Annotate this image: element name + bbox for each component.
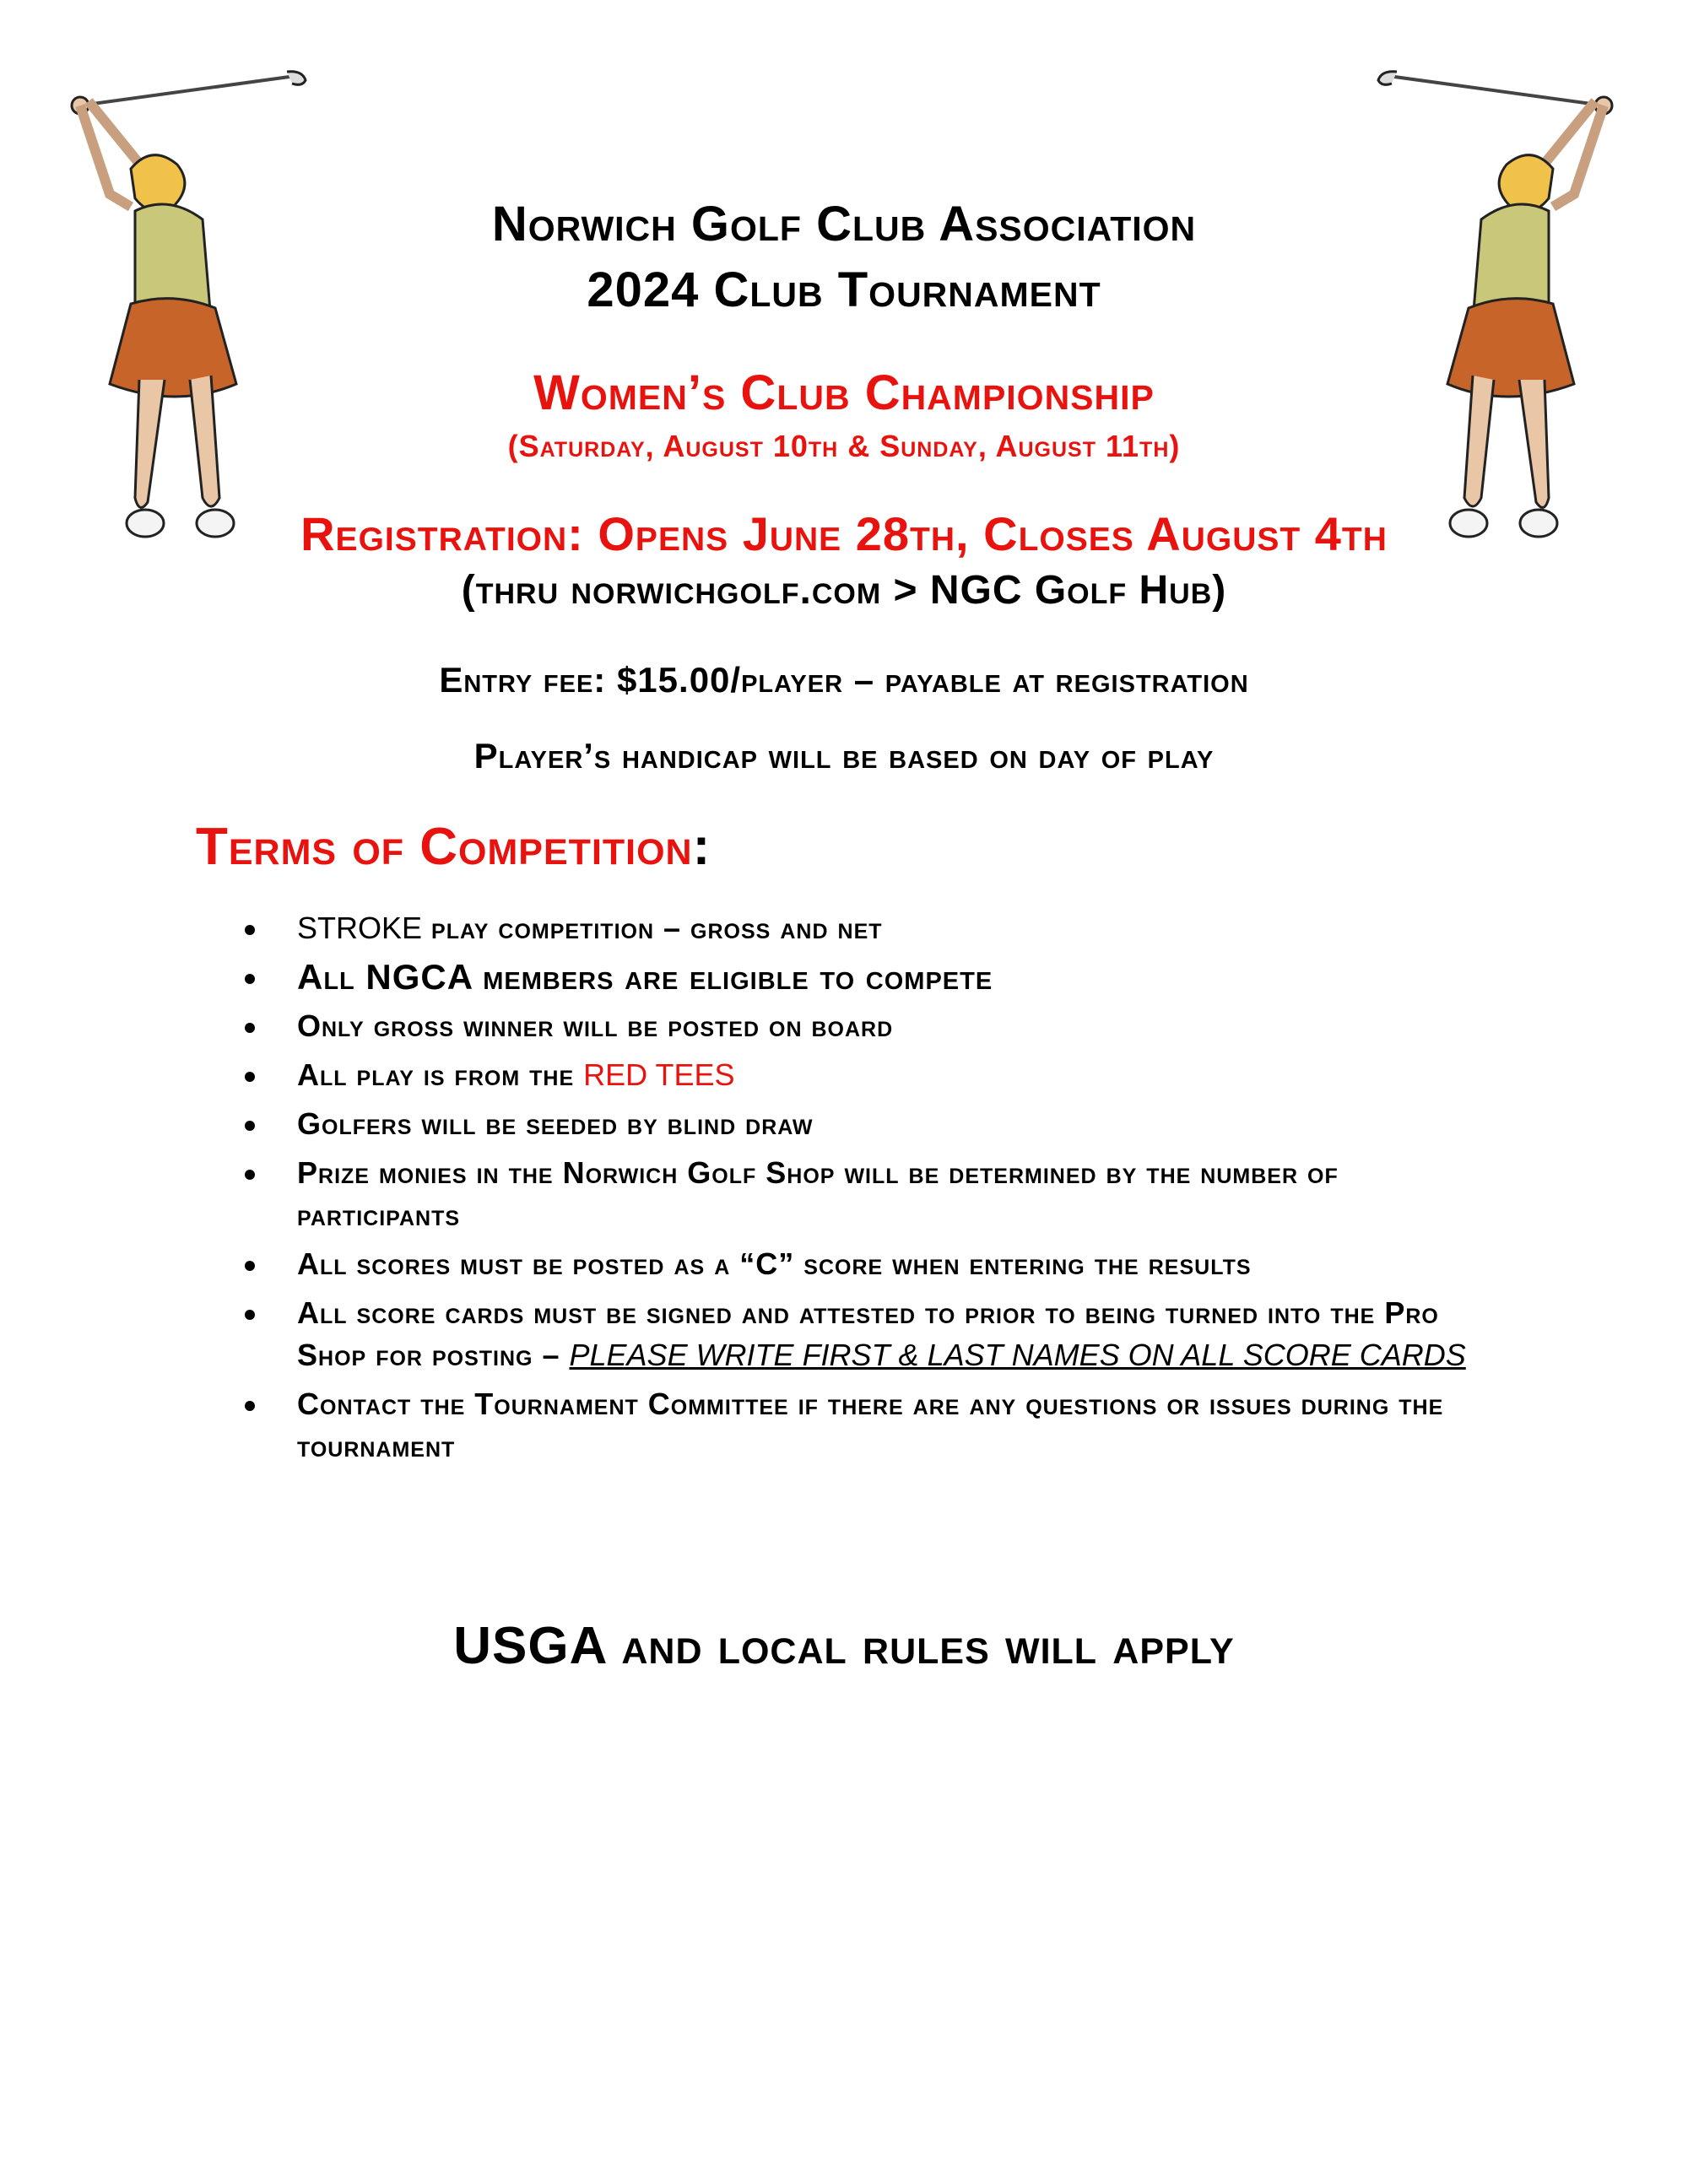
bullet-icon (245, 1121, 255, 1131)
term-text: All play is from the (297, 1057, 584, 1092)
event-name: Women’s Club Championship (533, 365, 1155, 420)
term-text: All score cards must be signed and attested to prior to being turned into the Pro Shop for posting – (297, 1295, 1439, 1372)
term-text: All scores must be posted as a “C” score when entering the results (297, 1246, 1252, 1281)
term-prefix: STROKE (297, 911, 423, 945)
list-item (245, 956, 1494, 998)
list-item (245, 907, 1494, 949)
bullet-icon (245, 1023, 255, 1033)
list-item (245, 1005, 1494, 1047)
list-item (245, 1152, 1494, 1236)
term-text: Contact the Tournament Committee if there are any questions or issues during the tournament (297, 1387, 1444, 1463)
term-highlight: RED TEES (583, 1057, 735, 1092)
term-text: play competition – gross and net (422, 911, 883, 945)
bullet-icon (245, 1170, 255, 1180)
handicap-note: Player’s handicap will be based on day of play (473, 736, 1215, 776)
list-item (245, 1292, 1494, 1376)
rules-footer: USGA and local rules will apply (453, 1617, 1235, 1675)
registration-link[interactable]: (thru norwichgolf.com > NGC Golf Hub) (461, 568, 1227, 613)
bullet-icon (245, 1072, 255, 1082)
registration-window: Registration: Opens June 28th, Closes August 4th (300, 507, 1388, 560)
term-emphasis: PLEASE WRITE FIRST & LAST NAMES ON ALL SCORE CARDS (569, 1338, 1466, 1372)
list-item (245, 1103, 1494, 1145)
title-association: Norwich Golf Club Association (491, 197, 1197, 251)
event-dates: (Saturday, August 10th & Sunday, August 11th) (507, 429, 1181, 463)
bullet-icon (245, 974, 255, 984)
bullet-icon (245, 1401, 255, 1411)
terms-heading-text: Terms of Competition (196, 818, 693, 876)
list-item (245, 1054, 1494, 1096)
title-tournament: 2024 Club Tournament (587, 262, 1101, 317)
bullet-icon (245, 1261, 255, 1271)
terms-heading (196, 817, 711, 877)
terms-list (245, 907, 1494, 1474)
term-text: Golfers will be seeded by blind draw (297, 1106, 814, 1141)
entry-fee: Entry fee: $15.00/player – payable at registration (439, 660, 1249, 700)
terms-heading-colon: : (692, 818, 711, 876)
list-item (245, 1243, 1494, 1285)
bullet-icon (245, 1310, 255, 1320)
term-text: Only gross winner will be posted on board (297, 1008, 894, 1043)
term-text: All NGCA members are eligible to compete (297, 957, 993, 997)
term-text: Prize monies in the Norwich Golf Shop will be determined by the number of participants (297, 1155, 1339, 1232)
bullet-icon (245, 925, 255, 935)
list-item (245, 1383, 1494, 1468)
